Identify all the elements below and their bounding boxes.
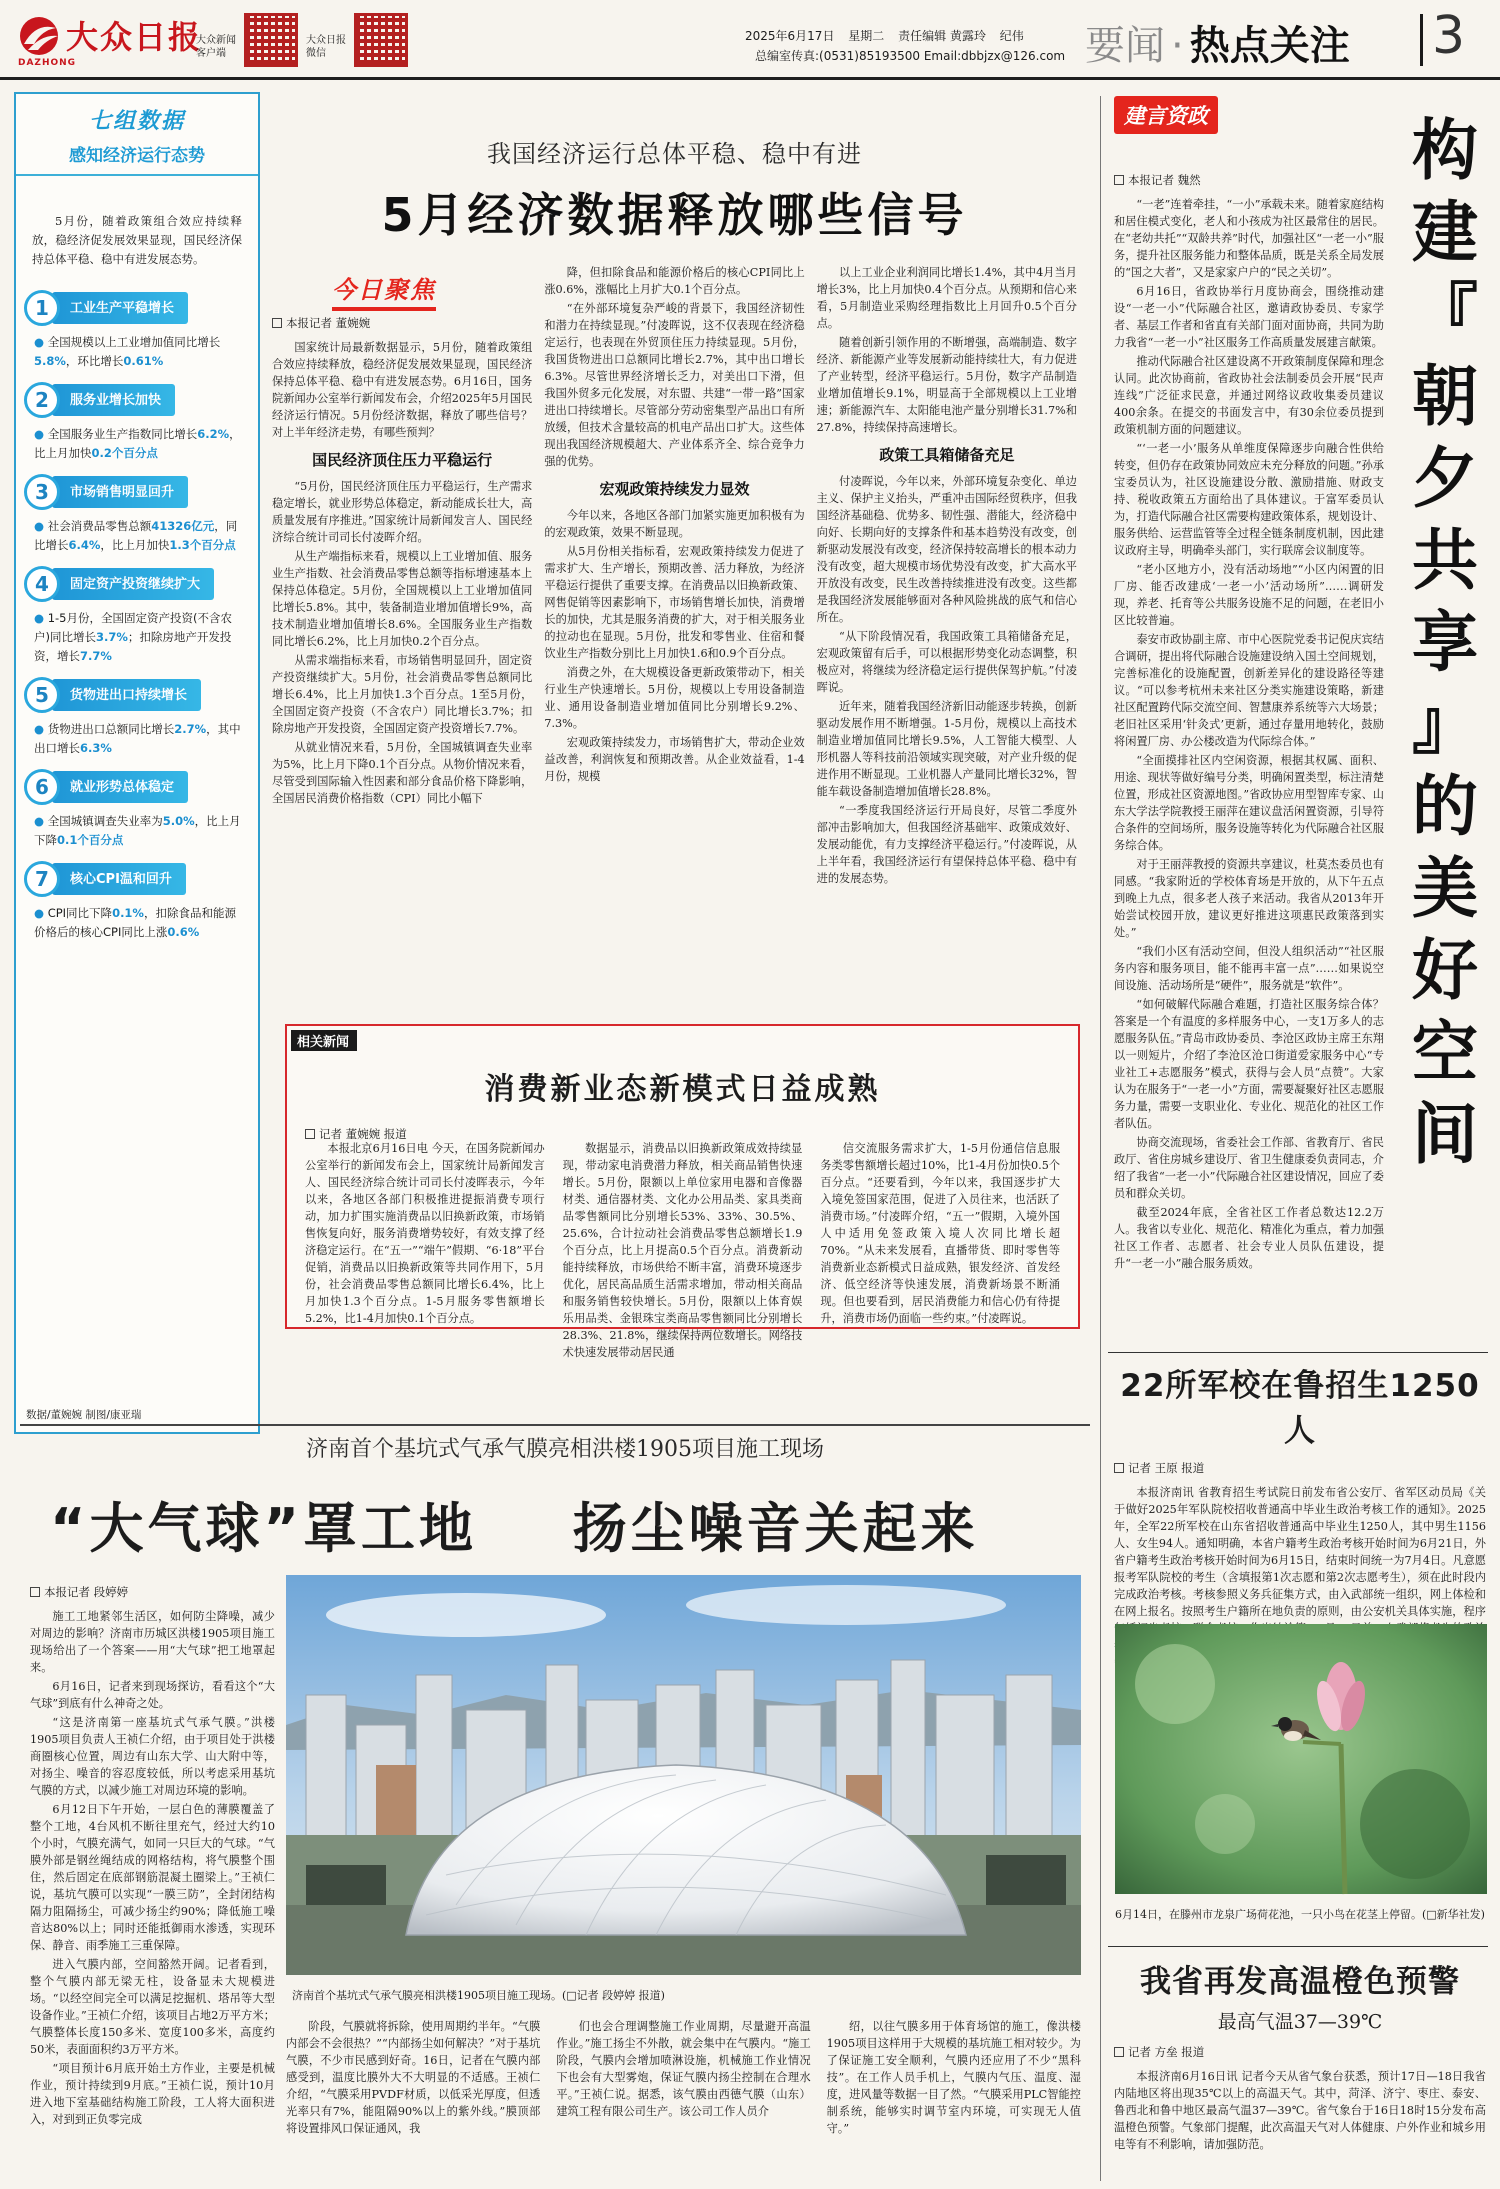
sidebar-header bbox=[16, 94, 258, 176]
lead-paragraph: 消费之外，在大规模设备更新政策带动下，相关行业生产快速增长。5月份，规模以上专用设备制造业、通用设备制造业增加值同比分别增长9.2%、7.3%。 bbox=[544, 666, 805, 730]
newspaper-logo-icon bbox=[16, 14, 62, 58]
description-text: ，环比增长 bbox=[65, 354, 124, 368]
data-badge bbox=[24, 567, 248, 601]
description-text: ，其中出口增长 bbox=[34, 722, 241, 755]
description-text: 全国规模以上工业增加值同比增长 bbox=[47, 335, 221, 349]
sidebar-data-item bbox=[24, 567, 248, 666]
section-title bbox=[1085, 14, 1350, 71]
vertical-headline-char: 好 bbox=[1412, 932, 1478, 1009]
data-badge bbox=[24, 770, 248, 804]
feature-byline bbox=[1114, 172, 1384, 188]
description-text: 1-5月份，全国固定资产投资(不含农户)同比增长 bbox=[34, 611, 232, 644]
lead-paragraph: 宏观政策持续发力，市场销售扩大，带动企业效益改善，利润恢复和预期改善。从企业效益看，1-4月份，规模 bbox=[544, 736, 805, 783]
highlight-value: 1.3个百分点 bbox=[169, 538, 236, 552]
vertical-headline-char: 美 bbox=[1412, 850, 1478, 927]
lead-kicker: 我国经济运行总体平稳、稳中有进 bbox=[487, 140, 862, 168]
feature-paragraph: 泰安市政协副主席、市中心医院党委书记倪庆宾结合调研，提出将代际融合设施建设纳入国土空间规划，完善标准化的设施配置，创新差异化的建设路径等建议。“可以参考杭州未来社区分类实施建设策略，新建社区配置跨代际交流空间、智慧康养系统等六大场景；老旧社区采用‘针灸式’更新，通过存量用地转化，鼓励将闲置厂房、办公楼改造为代际综合体。” bbox=[1114, 633, 1384, 748]
related-news-title: 消费新业态新模式日益成熟 bbox=[484, 1072, 881, 1107]
highlight-value: 0.1个百分点 bbox=[57, 833, 124, 847]
balloon-left-body bbox=[30, 1608, 275, 2128]
lead-col1 bbox=[272, 339, 532, 807]
lead-paragraph: 随着创新引领作用的不断增强，高端制造、数字经济、新能源产业等发展新动能持续壮大，有力促进了产业转型，经济平稳运行。5月份，数字产品制造业增加值增长9.1%，明显高于全部规模以上工业增速；新能源汽车、太阳能电池产量分别增长31.7%和27.8%，持续保持高速增长。 bbox=[816, 336, 1077, 434]
issue-weekday: 星期二 bbox=[848, 29, 885, 43]
balloon-paragraph: “项目预计6月底开始土方作业，主要是机械作业，预计持续到9月底。”王祯仁说，预计10月进入地下室基础结构施工阶段，工人将大面积进入，对到到正负零完成 bbox=[30, 2062, 275, 2126]
sidebar-items bbox=[16, 291, 258, 942]
data-item-description bbox=[24, 325, 248, 371]
data-item-label: 货物进出口持续增长 bbox=[52, 679, 201, 711]
highlight-value: 6.3% bbox=[80, 741, 112, 755]
data-item-description bbox=[24, 804, 248, 850]
data-badge bbox=[24, 291, 248, 325]
bullet-icon: ● bbox=[34, 814, 48, 828]
vertical-headline-char: 朝 bbox=[1412, 358, 1478, 435]
vertical-headline-char: 的 bbox=[1412, 768, 1478, 845]
highlight-value: 2.7% bbox=[174, 722, 207, 736]
balloon-headline bbox=[50, 1486, 1100, 1563]
highlight-value: 0.2个百分点 bbox=[91, 446, 158, 460]
masthead-info bbox=[745, 26, 1065, 66]
page-number: 3 bbox=[1432, 6, 1466, 66]
feature-paragraph: 6月16日，省政协举行月度协商会，围绕推动建设“一老一小”代际融合社区，邀请政协委员、专家学者、基层工作者和省直有关部门面对面协商，共同为助力我省“一老一小”社区服务工作高质量发展建言献策。 bbox=[1114, 285, 1384, 349]
balloon-headline-a: “大气球”罩工地 bbox=[50, 1497, 477, 1560]
data-item-label: 工业生产平稳增长 bbox=[52, 292, 188, 324]
sidebar-subtitle: 感知经济运行态势 bbox=[69, 146, 205, 166]
lotus-bird-photo bbox=[1115, 1624, 1487, 1921]
data-item-label: 市场销售明显回升 bbox=[52, 476, 188, 508]
sidebar-data-item bbox=[24, 770, 248, 850]
data-item-label: 就业形势总体稳定 bbox=[52, 771, 188, 803]
heat-subtitle: 最高气温37—39℃ bbox=[1217, 2011, 1383, 2033]
description-text: 全国城镇调查失业率为 bbox=[47, 814, 163, 828]
qr-code-icon[interactable] bbox=[354, 13, 408, 67]
column-rule bbox=[1100, 96, 1101, 2181]
lead-col3 bbox=[817, 264, 1077, 1004]
lead-subheading: 政策工具箱储备充足 bbox=[879, 446, 1015, 464]
military-article bbox=[1114, 1360, 1486, 1618]
section-primary: 要闻 bbox=[1085, 23, 1165, 69]
lead-paragraph: 降，但扣除食品和能源价格后的核心CPI同比上涨0.6%，涨幅比上月扩大0.1个百分点。 bbox=[544, 266, 805, 296]
data-badge bbox=[24, 862, 248, 896]
jianyan-zizheng-tag: 建言资政 bbox=[1114, 96, 1218, 134]
highlight-value: 7.7% bbox=[80, 649, 112, 663]
military-byline bbox=[1114, 1460, 1486, 1476]
data-item-description bbox=[24, 509, 248, 555]
divider bbox=[1108, 1946, 1488, 1947]
description-text: ，比上月下降 bbox=[34, 814, 241, 847]
bird-photo-caption: 6月14日，在滕州市龙泉广场荷花池，一只小鸟在花茎上停留。(□新华社发) bbox=[1115, 1908, 1485, 1921]
military-headline: 22所军校在鲁招生1250人 bbox=[1120, 1368, 1480, 1449]
byline-text: 记者 方垒 报道 bbox=[1128, 2045, 1205, 2059]
lead-body bbox=[272, 264, 1077, 1004]
feature-article bbox=[1114, 168, 1384, 1348]
section-secondary: 热点关注 bbox=[1189, 23, 1350, 69]
bullet-icon: ● bbox=[34, 611, 48, 625]
bullet-icon: ● bbox=[34, 519, 48, 533]
military-paragraph: 本报济南讯 省教育招生考试院日前发布省公安厅、省军区动员局《关于做好2025年军队院校招收普通高中毕业生政治考核工作的通知》。2025年，全军22所军校在山东省招收普通高中毕业生1250人，其中男生1156人、女生94人。通知明确，本省户籍考生政治考核开始时间为6月21日，外省户籍考生政治考核开始时间为6月15日，结束时间统一为7月4日。凡意愿报考军队院校的考生（含填报第1次志愿和第2次志愿考生），须在此时段内完成政治考核。考核参照义务兵征集方式，由入武部统一组织，网上体检和在网上报名。按照考生户籍所在地负责的原则，由公安机关具体实施，程序 bbox=[1114, 1486, 1486, 1618]
vertical-headline-char: 空 bbox=[1412, 1014, 1478, 1091]
bullet-icon: ● bbox=[34, 906, 48, 920]
data-item-description bbox=[24, 712, 248, 758]
related-news-box bbox=[285, 1024, 1080, 1359]
data-item-number: 1 bbox=[24, 290, 60, 326]
related-paragraph: 本报北京6月16日电 今天，在国务院新闻办公室举行的新闻发布会上，国家统计局新闻发言人、国民经济综合统计司司长付凌晖表示，今年以来，各地区各部门积极推进提振消费专项行动，加力扩围实施消费品以旧换新政策，市场销售恢复向好，服务消费增势较好，有效支撑了经济稳定运行。在“五一”“端午”假期、“6·18”平台促销，消费品以旧换新政策等共同作用下，5月份，社会消费品零售总额同比增长6.4%，比上月加快1.3个百分点。1-5月服务零售额增长5.2%，比1-4月加快0.1个百分点。 bbox=[305, 1142, 545, 1325]
sidebar-data-item bbox=[24, 383, 248, 463]
lead-paragraph: 以上工业企业利润同比增长1.4%，其中4月当月增长3%，比上月加快0.4个百分点。从预期和信心来看，5月制造业采购经理指数比上月回升0.5个百分点。 bbox=[816, 266, 1077, 330]
data-badge bbox=[24, 475, 248, 509]
feature-paragraph: “一老”连着牵挂，“一小”承载未来。随着家庭结构和居住模式变化，老人和小孩成为社区最常住的居民。在“老幼共托”“双龄共养”时代，加强社区“一老一小”服务，提升社区服务能力和整体品质，既是关系全局发展的“国之大者”，又是家家户户的“民之关切”。 bbox=[1114, 198, 1384, 279]
issue-date: 2025年6月17日 bbox=[745, 29, 835, 43]
bullet-icon: ● bbox=[34, 427, 48, 441]
description-text: CPI同比下降 bbox=[47, 906, 113, 920]
sidebar-credit: 数据/董婉婉 制图/康亚瑞 bbox=[26, 1409, 142, 1421]
feature-paragraph: 对于王丽萍教授的资源共享建议，杜莫杰委员也有同感。“我家附近的学校体育场是开放的，从下午五点到晚上九点，很多老人孩子来活动。我省从2013年开始尝试校园开放，建议更好推进这项惠民政策落到实处。” bbox=[1114, 858, 1384, 939]
data-sidebar bbox=[14, 92, 260, 1434]
heat-warning-article bbox=[1114, 1956, 1486, 2184]
highlight-value: 6.4% bbox=[68, 538, 101, 552]
sidebar-intro: 5月份，随着政策组合效应持续释放，稳经济促发展效果显现，国民经济保持总体平稳、稳中有进发展态势。 bbox=[32, 214, 242, 266]
description-text: 货物进出口总额同比增长 bbox=[47, 722, 175, 736]
balloon-paragraph: “这是济南第一座基坑式气承气膜。”洪楼1905项目负责人王祯仁介绍，由于项目处于洪楼商圈核心位置，周边有山东大学、山大附中等，对扬尘、噪音的容忍度较低，所以考虑采用基坑气膜的方式，以减少施工对周边环境的影响。 bbox=[30, 1716, 275, 1797]
description-text: ，比上月加快 bbox=[100, 538, 170, 552]
feature-paragraph: “如何破解代际融合难题，打造社区服务综合体？答案是一个有温度的多样服务中心，一支1万多人的志愿服务队伍。”青岛市政协委员、李沧区政协主席王东翔以一则短片，介绍了李沧区沧口街道爱家服务中心“专业社工+志愿服务”模式，获得与会人员“点赞”。大家认为在服务于“一老一小”方面，需要凝聚好社区志愿服务力量，需要一支职业化、专业化、规范化的社区工作者队伍。 bbox=[1114, 998, 1384, 1130]
byline-text: 本报记者 魏然 bbox=[1128, 173, 1201, 187]
balloon-photo bbox=[286, 1575, 1081, 2000]
data-item-number: 5 bbox=[24, 677, 60, 713]
balloon-paragraph: 6月12日下午开始，一层白色的薄膜覆盖了整个工地，4台风机不断往里充气，经过大约10个小时，气膜充满气，如同一只巨大的气球。“气膜外部是钢丝绳结成的网格结构，将气膜整个围住，然后固定在底部钢筋混凝土圈梁上。”王祯仁说，基坑气膜可以实现“一膜三防”，全封闭结构隔力阻隔扬尘，可减少扬尘约90%；降低施工噪音达80%以上；同时还能抵御雨水渗透，实现环保、静音、雨季施工三重保障。 bbox=[30, 1803, 275, 1952]
vertical-headline-char: 共 bbox=[1412, 522, 1478, 599]
lead-paragraph: “一季度我国经济运行开局良好，尽管二季度外部冲击影响加大，但我国经济基础牢、政策成效好、发展动能优，有力支撑经济平稳运行。”付凌晖说，从上半年看，我国经济运行有望保持总体平稳、稳中有进的发展态势。 bbox=[816, 804, 1077, 885]
divider bbox=[1108, 1352, 1488, 1353]
vertical-headline-char: 间 bbox=[1412, 1096, 1478, 1173]
lead-byline bbox=[272, 315, 532, 331]
balloon-paragraph: 阶段，气膜就将拆除，使用周期约半年。“气膜内部会不会很热？”“内部扬尘如何解决？”对于基坑气膜，不少市民感到好奇。16日，记者在气膜内部感受到，温度比膜外大不大明显的不适感。王祯仁介绍，“气膜采用PVDF材质，以低采光厚度，但透光率只有7%，能阻隔90%以上的紫外线。”膜顶部将设置排风口保证通风，我 bbox=[286, 2020, 541, 2135]
balloon-paragraph: 们也会合理调整施工作业周期，尽量避开高温作业。”施工扬尘不外散，就会集中在气膜内。“施工阶段，气膜内会增加喷淋设施，机械施工作业情况下也会有大型雾炮，保证气膜内扬尘控制在合理水平。”王祯仁说。据悉，该气膜由西德气膜（山东）建筑工程有限公司生产。该公司工作人员介 bbox=[556, 2020, 811, 2118]
feature-paragraph: “全面摸排社区内空闲资源，根据其权属、面积、用途、现状等做好编号分类，明确闲置类型，标注清楚位置，形成社区资源地图。”省政协应用型智库专家、山东大学法学院教授王丽萍在建议盘活闲置资源，引导符合条件的空间场所，服务设施等转化为代际融合社区服务综合体。 bbox=[1114, 754, 1384, 852]
responsible-editor: 责任编辑 黄露玲 bbox=[898, 29, 986, 43]
feature-body bbox=[1114, 196, 1384, 1272]
vertical-headline-char: 夕 bbox=[1412, 440, 1478, 517]
paper-name: 大众日报 bbox=[66, 18, 203, 56]
bullet-icon: ● bbox=[34, 335, 48, 349]
balloon-headline-b: 扬尘噪音关起来 bbox=[572, 1497, 979, 1560]
sidebar-data-item bbox=[24, 291, 248, 371]
heat-headline: 我省再发高温橙色预警 bbox=[1140, 1964, 1460, 2000]
air-dome-construction-image bbox=[286, 1575, 1081, 1975]
vertical-headline-char: 享 bbox=[1412, 604, 1478, 681]
data-item-number: 6 bbox=[24, 769, 60, 805]
data-item-label: 核心CPI温和回升 bbox=[52, 863, 186, 895]
heat-paragraph: 本报济南6月16日讯 记者今天从省气象台获悉，预计17日—18日我省内陆地区将出现35℃以上的高温天气。其中，菏泽、济宁、枣庄、泰安、鲁西北和鲁中地区最高气温37—39℃。省气象台于16日18时15分发布高温橙色预警。气象部门提醒，此次高温天气对人体健康、户外作业和城乡用电等有不利影响，请加强防范。 bbox=[1114, 2070, 1486, 2151]
related-paragraph: 数据显示，消费品以旧换新政策成效持续显现，带动家电消费潜力释放，相关商品销售快速增长。5月份，限额以上单位家用电器和音像器材类、通信器材类、文化办公用品类、家具类商品零售额同比分别增长53%、33%、30.5%、25.6%，合计拉动社会消费品零售总额增长1.9个百分点，比上月提高0.5个百分点。消费新动能持续释放，市场供给不断丰富，消费环境逐步优化，居民高品质生活需求增加，带动相关商品和服务销售较快增长。5月份，限额以上体育娱乐用品类、金银珠宝类商品零售额同比分别增长28.3%、21.8%，继续保持两位数增长。网络技术快速发展带动居民通 bbox=[562, 1142, 803, 1359]
lead-paragraph: 付凌晖说，今年以来，外部环境复杂变化、单边主义、保护主义抬头，严重冲击国际经贸秩序，但我国经济基础稳、优势多、韧性强、潜能大，经济稳中向好、长期向好的支撑条件和基本趋势没有改变，创新驱动发展没有改变，经济保持较高增长的根本动力没有改变，超大规模市场优势没有改变，扩大高水平开放没有改变，民生改善持续推进没有改变。这些都是我国经济发展能够面对各种风险挑战的底气和信心所在。 bbox=[816, 475, 1077, 624]
sidebar-title: 七组数据 bbox=[88, 108, 185, 134]
data-item-label: 固定资产投资继续扩大 bbox=[52, 568, 214, 600]
byline-text: 记者 王原 报道 bbox=[1128, 1461, 1205, 1475]
data-item-label: 服务业增长加快 bbox=[52, 384, 175, 416]
lead-subheading: 宏观政策持续发力显效 bbox=[599, 480, 750, 498]
feature-paragraph: “我们小区有活动空间，但没人组织活动”“社区服务内容和服务项目，能不能再丰富一点”……如果说空间设施、活动场所是“硬件”，服务就是“软件”。 bbox=[1114, 945, 1384, 992]
vertical-headline-char: 『 bbox=[1412, 276, 1478, 353]
lead-subheading: 国民经济顶住压力平稳运行 bbox=[312, 451, 493, 469]
highlight-value: 0.1% bbox=[112, 906, 144, 920]
data-item-number: 4 bbox=[24, 566, 60, 602]
balloon-paragraph: 6月16日，记者来到现场探访，看看这个“大气球”到底有什么神奇之处。 bbox=[30, 1680, 275, 1710]
paper-pinyin: DAZHONG bbox=[18, 58, 77, 68]
related-body bbox=[305, 1140, 1061, 1359]
data-item-description bbox=[24, 601, 248, 666]
highlight-value: 5.0% bbox=[162, 814, 195, 828]
masthead bbox=[0, 0, 1500, 80]
sidebar-data-item bbox=[24, 475, 248, 555]
data-item-number: 2 bbox=[24, 382, 60, 418]
lead-paragraph: “从下阶段情况看，我国政策工具箱储备充足，宏观政策留有后手，可以根据形势变化动态调整，积极应对，将继续为经济稳定运行提供保驾护航。”付凌晖说。 bbox=[816, 630, 1077, 694]
lead-paragraph: “在外部环境复杂严峻的背景下，我国经济韧性和潜力在持续显现。”付凌晖说，这不仅表现在经济稳定运行，也表现在外贸顶住压力持续显现。5月份，我国货物进出口总额同比增长2.7%，其中出口增长6.3%。尽管世界经济增长乏力，对美出口下滑，但我国外贸多元化发展，对东盟、共建“一带一路”国家进出口持续增长。尽管部分劳动密集型产品出口有所放缓，但技术含量较高的机电产品出口扩大。这些体现出我国经济规模超大、产业体系齐全、综合竞争力强的优势。 bbox=[544, 302, 805, 468]
section-separator: · bbox=[1171, 23, 1184, 69]
lead-paragraph: 国家统计局最新数据显示，5月份，随着政策组合效应持续释放，稳经济促发展效果显现，国民经济保持总体平稳、稳中有进发展态势。6月16日，国务院新闻办公室举行新闻发布会，介绍2025年5月国民经济运行情况。5月份经济数据，释放了哪些信号？对上半年经济走势，有哪些预判？ bbox=[272, 341, 533, 439]
heat-byline bbox=[1114, 2044, 1486, 2060]
balloon-left-column bbox=[30, 1580, 275, 2180]
feature-paragraph: “‘一老一小’服务从单维度保障逐步向融合性供给转变，但仍存在政策协同效应未充分释放的问题。”孙承宝委员认为，社区设施建设分散、激励措施、财政支持、税收政策五方面给出了具体建议。于富军委员认为，打造代际融合社区需要构建政策体系，规划设计、服务供给、运营监管等全过程全链条制度机制，因此建议政府主导，明确牵头部门，实行联席会议制度等。 bbox=[1114, 442, 1384, 557]
description-text: 全国服务业生产指数同比增长 bbox=[47, 427, 198, 441]
balloon-lower-body bbox=[286, 2018, 1081, 2183]
data-item-description bbox=[24, 417, 248, 463]
contact-line: 总编室传真:(0531)85193500 Email:dbbjzx@126.com bbox=[755, 49, 1066, 63]
vertical-headline-char: 构 bbox=[1412, 112, 1478, 189]
lead-headline: 5月经济数据释放哪些信号 bbox=[381, 188, 968, 242]
related-news-tag: 相关新闻 bbox=[291, 1030, 357, 1051]
lead-col2 bbox=[544, 264, 804, 1004]
qr2-label: 大众日报微信 bbox=[306, 35, 346, 59]
highlight-value: 0.61% bbox=[123, 354, 164, 368]
lead-column bbox=[272, 264, 532, 1004]
balloon-byline bbox=[30, 1584, 275, 1600]
description-text: 社会消费品零售总额 bbox=[47, 519, 152, 533]
lead-paragraph: “5月份，国民经济顶住压力平稳运行，生产需求稳定增长，就业形势总体稳定，新动能成长壮大，高质量发展有序推进。”国家统计局新闻发言人、国民经济综合统计司司长付凌晖介绍。 bbox=[272, 480, 533, 544]
lead-paragraph: 从5月份相关指标看，宏观政策持续发力促进了需求扩大、生产增长，预期改善、活力释放，为经济平稳运行提供了重要支撑。在消费品以旧换新政策、网售促销等因素影响下，市场销售增长加快，消费增长的加快，尤其是服务消费的扩大，对于相关服务业的拉动也在显现。5月份，批发和零售业、住宿和餐饮业生产指数分别比上月加快1.6和0.9个百分点。 bbox=[544, 545, 805, 660]
data-item-description bbox=[24, 896, 248, 942]
proofreader: 纪伟 bbox=[999, 29, 1024, 43]
lotus-bird-image bbox=[1115, 1624, 1487, 1894]
data-badge bbox=[24, 383, 248, 417]
today-focus-tag: 今日聚焦 bbox=[332, 270, 436, 311]
description-text: ，扣除食品和能源价格后的核心CPI同比上涨 bbox=[34, 906, 236, 939]
balloon-photo-caption: 济南首个基坑式气承气膜亮相洪楼1905项目施工现场。(□记者 段婷婷 报道) bbox=[292, 1989, 665, 2002]
data-item-number: 7 bbox=[24, 861, 60, 897]
lead-paragraph: 从就业情况来看，5月份，全国城镇调查失业率为5%，比上月下降0.1个百分点。从物价情况来看，尽管受到国际输入性因素和部分食品价格下降影响，全国居民消费价格指数（CPI）同比小幅下 bbox=[272, 741, 533, 805]
bullet-icon: ● bbox=[34, 722, 48, 736]
highlight-value: 5.8% bbox=[34, 354, 66, 368]
balloon-paragraph: 施工工地紧邻生活区，如何防尘降噪，减少对周边的影响？济南市历城区洪楼1905项目施工现场给出了一个答案——用“大气球”把工地罩起来。 bbox=[30, 1610, 275, 1674]
feature-vertical-headline bbox=[1395, 110, 1495, 1173]
data-item-number: 3 bbox=[24, 474, 60, 510]
description-text: ，同比增长 bbox=[34, 519, 238, 552]
qr-code-icon[interactable] bbox=[244, 13, 298, 67]
section-rule bbox=[20, 1424, 1090, 1426]
lead-paragraph: 今年以来，各地区各部门加紧实施更加积极有为的宏观政策，效果不断显现。 bbox=[544, 509, 805, 539]
data-badge bbox=[24, 678, 248, 712]
lead-paragraph: 从需求端指标来看，市场销售明显回升，固定资产投资继续扩大。5月份，社会消费品零售总额同比增长6.4%，比上月加快1.3个百分点。1至5月份，全国固定资产投资（不含农户）同比增长3.7%；扣除房地产开发投资，全国固定资产投资增长7.7%。 bbox=[272, 654, 533, 735]
balloon-kicker: 济南首个基坑式气承气膜亮相洪楼1905项目施工现场 bbox=[306, 1437, 824, 1462]
highlight-value: 0.6% bbox=[167, 925, 200, 939]
qr1-label: 大众新闻客户端 bbox=[196, 35, 236, 59]
column-tag bbox=[1114, 96, 1254, 148]
lead-article bbox=[272, 104, 1077, 1019]
vertical-headline-char: 建 bbox=[1412, 194, 1478, 271]
byline-text: 本报记者 段婷婷 bbox=[44, 1585, 129, 1599]
byline-text: 本报记者 董婉婉 bbox=[286, 316, 371, 330]
byline-text: 记者 董婉婉 报道 bbox=[319, 1127, 407, 1141]
lead-paragraph: 从生产端指标来看，规模以上工业增加值、服务业生产指数、社会消费品零售总额等指标增速基本上保持总体稳定。5月份，全国规模以上工业增加值同比增长5.8%。其中，装备制造业增加值增长9%，高技术制造业增加值增长8.6%。全国服务业生产指数同比增长6.2%，比上月加快0.2个百分点。 bbox=[272, 550, 533, 648]
related-paragraph: 信交流服务需求扩大，1-5月份通信信息服务类零售额增长超过10%，比1-4月份加快0.5个百分点。“还要看到，今年以来，我国逐步扩大入境免签国家范围，促进了入员往来，也活跃了消费市场。”付凌晖介绍，“五一”假期，入境外国人中适用免签政策入境人次同比增长超70%。“从未来发展看，直播带货、即时零售等消费新业态新模式日益成熟，银发经济、首发经济、低空经济等快速发展，消费新场景不断涌现。但也要看到，居民消费能力和信心仍有待提升，消费市场仍面临一些约束。”付凌晖说。 bbox=[820, 1142, 1061, 1325]
feature-paragraph: 截至2024年底，全省社区工作者总数达12.2万人。我省以专业化、规范化、精准化为重点，着力加强社区工作者、志愿者、社会专业人员队伍建设，提升“一老一小”融合服务质效。 bbox=[1114, 1206, 1384, 1270]
sidebar-data-item bbox=[24, 678, 248, 758]
lead-paragraph: 近年来，随着我国经济新旧动能逐步转换，创新驱动发展作用不断增强。1-5月份，规模以上高技术制造业增加值同比增长9.5%，人工智能大模型、人形机器人等科技前沿领域实现突破，对产业升级的促进作用不断显现。工业机器人产量同比增长32%，智能车载设备制造增加值增长28.8%。 bbox=[816, 700, 1077, 798]
vertical-headline-char: 』 bbox=[1412, 686, 1478, 763]
feature-paragraph: 推动代际融合社区建设离不开政策制度保障和理念认同。此次协商前，省政协社会法制委员会开展“民声连线”广泛征求民意，并通过网络议政收集委员建议400余条。在提交的书面发言中，有30余位委员提到政策机制方面的问题建议。 bbox=[1114, 355, 1384, 436]
highlight-value: 41326亿元 bbox=[151, 519, 215, 533]
sidebar-data-item bbox=[24, 862, 248, 942]
highlight-value: 6.2% bbox=[197, 427, 230, 441]
masthead-divider bbox=[1420, 14, 1423, 66]
highlight-value: 3.7% bbox=[96, 630, 128, 644]
description-text: ；扣除房地产开发投资，增长 bbox=[34, 630, 232, 663]
feature-paragraph: “老小区地方小，没有活动场地”“小区内闲置的旧厂房、能否改建成‘一老一小’活动场所”……调研发现，养老、托育等公共服务设施不足的问题，在老旧小区比较普遍。 bbox=[1114, 563, 1384, 627]
balloon-paragraph: 进入气膜内部，空间豁然开阔。记者看到，整个气膜内部无梁无柱，设备显未大规模进场。“以经空间完全可以满足挖掘机、塔吊等大型设备作业。”王祯仁介绍，该项目占地2万平方米；气膜整体长度150多米、宽度100多米，高度约50米，表面面积约3万平方米。 bbox=[30, 1958, 275, 2056]
description-text: ，比上月加快 bbox=[34, 427, 241, 460]
balloon-paragraph: 绍，以往气膜多用于体育场馆的施工，像洪楼1905项目这样用于大规模的基坑施工相对较少。为了保证施工安全顺利，气膜内还应用了不少“黑科技”。在工作人员手机上，气膜内气压、温度、湿度，进风量等数据一目了然。“气膜采用PLC智能控制系统，能够实时调节室内环境，可实现无人值守。” bbox=[826, 2020, 1081, 2135]
feature-paragraph: 协商交流现场，省委社会工作部、省教育厅、省民政厅、省住房城乡建设厅、省卫生健康委负责同志，介绍了我省“一老一小”代际融合社区建设情况，回应了委员和群众关切。 bbox=[1114, 1136, 1384, 1200]
